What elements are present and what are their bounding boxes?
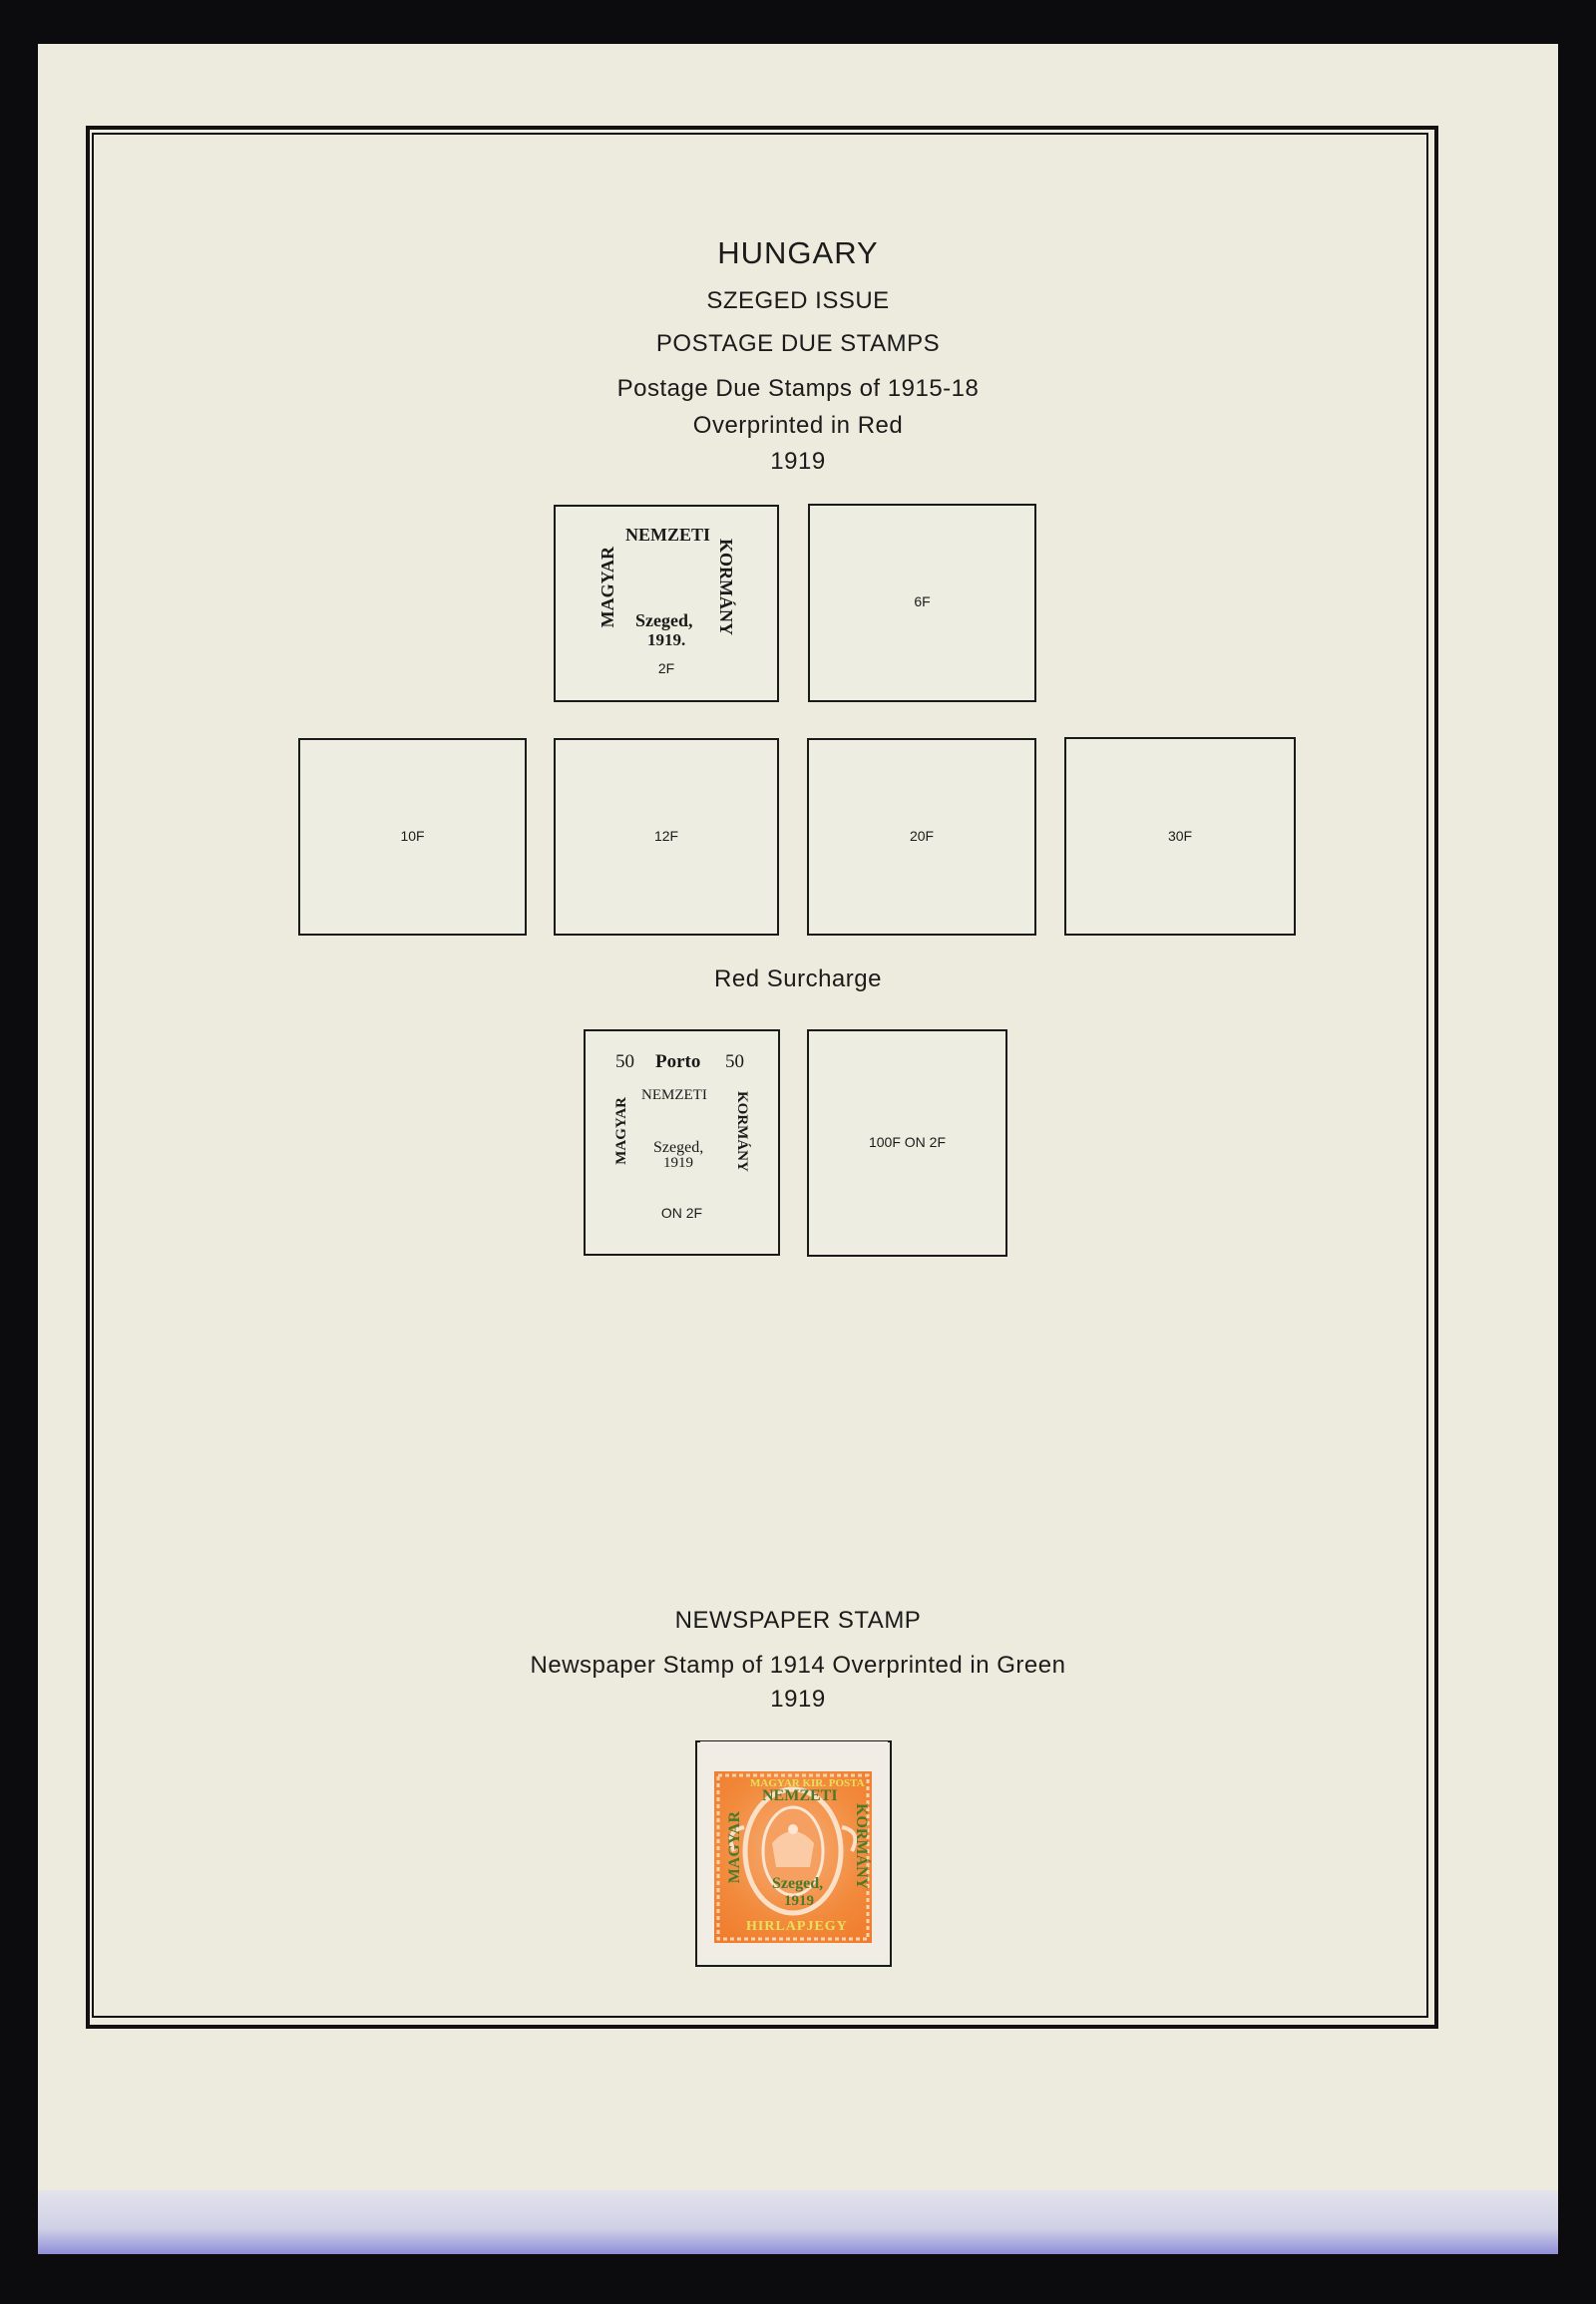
- description-line-2: Overprinted in Red: [692, 412, 904, 439]
- stamp-label: 6F: [914, 593, 931, 609]
- issue-title: SZEGED ISSUE: [706, 287, 890, 314]
- overprint-left-text: MAGYAR: [598, 547, 617, 628]
- stamp-space-100f-on-2f: [807, 1029, 1007, 1257]
- stamp-label: ON 2F: [660, 1205, 703, 1221]
- issue-year: 1919: [770, 448, 826, 475]
- description-line-1: Postage Due Stamps of 1915-18: [616, 375, 980, 402]
- overprint-city-text: Szeged,: [635, 610, 693, 630]
- overprint-left-text: MAGYAR: [613, 1097, 629, 1165]
- stamp-space-12f: [554, 738, 779, 936]
- stamp-label: 12F: [653, 828, 679, 844]
- page-title: HUNGARY: [717, 235, 879, 270]
- page-bottom-edge: [38, 2190, 1558, 2254]
- overprint-city-text: Szeged,: [653, 1139, 704, 1156]
- overprint-top-text: NEMZETI: [625, 525, 711, 545]
- stamp-space-2f: [554, 505, 779, 702]
- newspaper-stamp: [700, 1741, 888, 1959]
- overprint-left-text: MAGYAR: [726, 1811, 743, 1884]
- stamp-label: 10F: [400, 828, 425, 844]
- overprint-date-text: 1919.: [647, 630, 686, 649]
- surcharge-word: Porto: [655, 1051, 701, 1072]
- overprint-top-text: NEMZETI: [641, 1087, 707, 1103]
- surcharge-heading: Red Surcharge: [714, 965, 882, 992]
- stamp-label: 100F ON 2F: [868, 1134, 947, 1150]
- overprint-date-text: 1919: [663, 1155, 693, 1171]
- surcharge-number-right: 50: [725, 1051, 744, 1072]
- newspaper-year: 1919: [770, 1686, 826, 1713]
- overprint-right-text: KORMÁNY: [853, 1803, 870, 1890]
- overprint-date-text: 1919: [784, 1893, 814, 1909]
- stamp-space-20f: [807, 738, 1036, 936]
- stamp-space-10f: [298, 738, 527, 936]
- stamp-label: 2F: [657, 660, 675, 676]
- overprint-city-text: Szeged,: [772, 1875, 824, 1892]
- section-title: POSTAGE DUE STAMPS: [655, 330, 941, 357]
- newspaper-description: Newspaper Stamp of 1914 Overprinted in Green: [530, 1652, 1066, 1679]
- surcharge-number-left: 50: [615, 1051, 634, 1072]
- stamp-space-6f: [808, 504, 1036, 702]
- stamp-label: 30F: [1167, 828, 1193, 844]
- stamp-banner-text: MAGYAR KIR. POSTA: [750, 1777, 865, 1789]
- stamp-space-30f: [1064, 737, 1296, 936]
- newspaper-heading: NEWSPAPER STAMP: [674, 1607, 922, 1634]
- overprint-top-text: NEMZETI: [762, 1787, 838, 1804]
- overprint-right-text: KORMÁNY: [716, 539, 736, 635]
- stamp-bottom-text: HIRLAPJEGY: [746, 1919, 848, 1934]
- stamp-space-surcharge-on-2f: [584, 1029, 780, 1256]
- overprint-right-text: KORMÁNY: [734, 1091, 750, 1172]
- stamp-label: 20F: [909, 828, 935, 844]
